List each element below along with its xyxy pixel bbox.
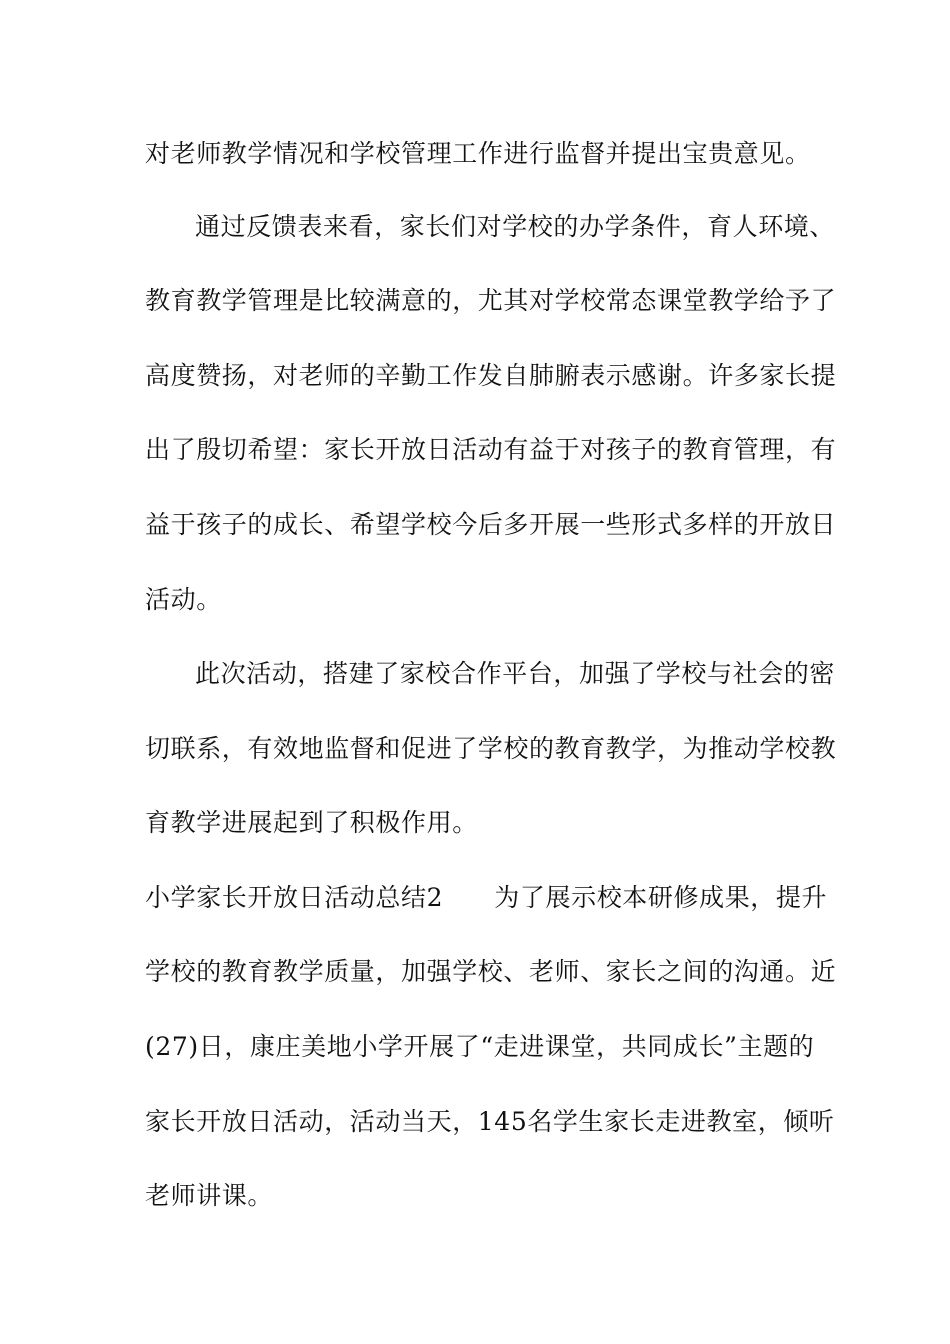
text-line: 活动。 — [145, 585, 222, 614]
text-line: 家长开放日活动，活动当天，145名学生家长走进教室，倾听 — [145, 1107, 835, 1136]
text-line: 高度赞扬，对老师的辛勤工作发自肺腑表示感谢。许多家长提 — [145, 361, 837, 390]
text-line: 老师讲课。 — [145, 1181, 274, 1210]
text-line: 教育教学管理是比较满意的，尤其对学校常态课堂教学给予了 — [145, 286, 837, 315]
text-line: (27)日，康庄美地小学开展了“走进课堂，共同成长”主题的 — [145, 1032, 815, 1061]
text-line: 出了殷切希望：家长开放日活动有益于对孩子的教育管理，有 — [145, 435, 837, 464]
text-line: 学校的教育教学质量，加强学校、老师、家长之间的沟通。近 — [145, 957, 837, 986]
text-line: 通过反馈表来看，家长们对学校的办学条件，育人环境、 — [195, 212, 836, 241]
text-line: 切联系，有效地监督和促进了学校的教育教学，为推动学校教 — [145, 734, 837, 763]
text-line: 对老师教学情况和学校管理工作进行监督并提出宝贵意见。 — [145, 139, 811, 168]
text-line: 此次活动，搭建了家校合作平台，加强了学校与社会的密 — [195, 659, 836, 688]
text-line: 小学家长开放日活动总结2 为了展示校本研修成果，提升 — [145, 883, 828, 912]
text-line: 育教学进展起到了积极作用。 — [145, 808, 478, 837]
text-line: 益于孩子的成长、希望学校今后多开展一些形式多样的开放日 — [145, 510, 837, 539]
